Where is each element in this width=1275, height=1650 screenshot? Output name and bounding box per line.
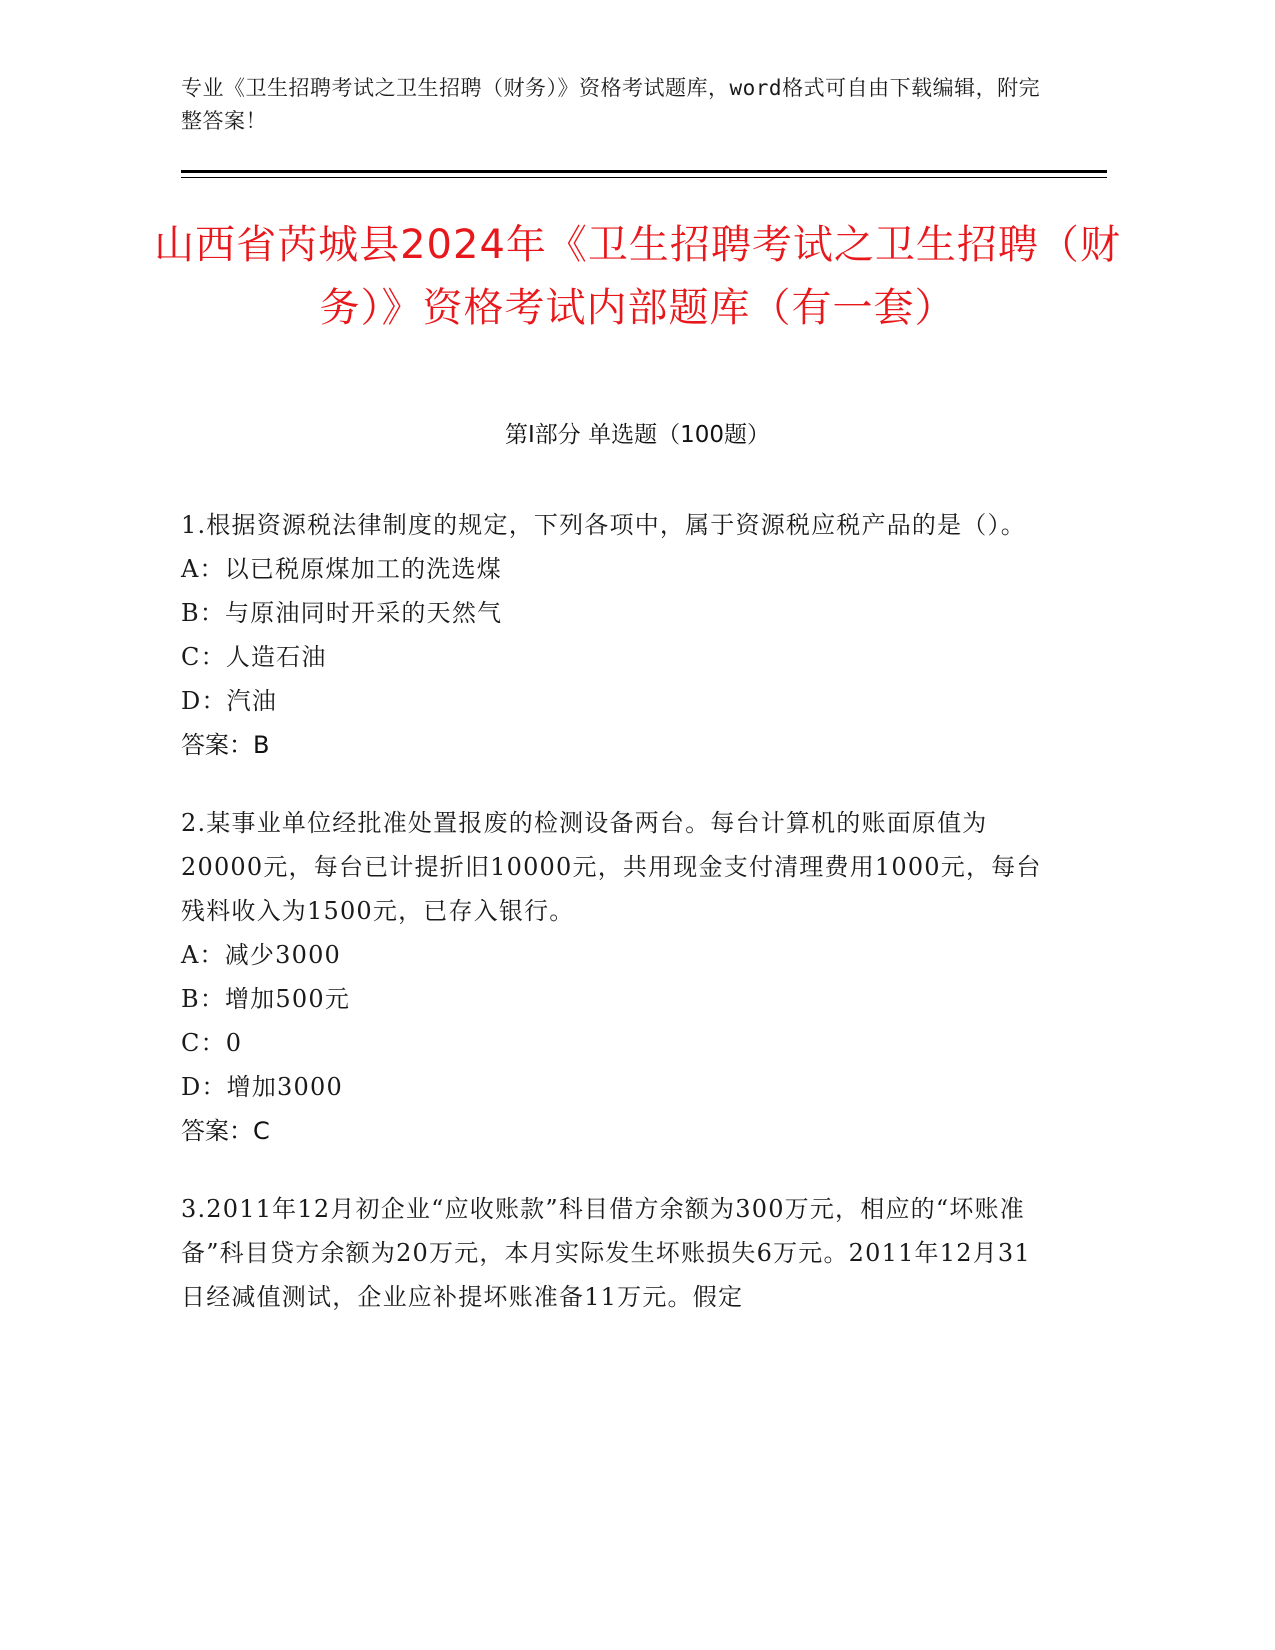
question-stem: 2.某事业单位经批准处置报废的检测设备两台。每台计算机的账面原值为20000元，每台已计提折旧10000元，共用现金支付清理费用1000元，每台残料收入为1500元，已存入银行。 [181, 809, 1042, 925]
header-rule-thick [181, 170, 1107, 173]
option-d: D：汽油 [181, 687, 278, 715]
section-heading: 第I部分 单选题（100题） [505, 422, 770, 448]
question-list [181, 503, 1051, 1353]
option-c: C：0 [181, 1029, 243, 1057]
document-title: 山西省芮城县2024年《卫生招聘考试之卫生招聘（财务）》资格考试内部题库（有一套） [154, 222, 1121, 331]
option-a: A：以已税原煤加工的洗选煤 [181, 555, 502, 583]
question-stem: 1.根据资源税法律制度的规定，下列各项中，属于资源税应税产品的是（）。 [181, 511, 1026, 539]
question-3 [181, 1187, 1051, 1319]
option-a: A：减少3000 [181, 941, 342, 969]
answer: 答案：B [181, 731, 270, 759]
question-2 [181, 801, 1051, 1153]
answer: 答案：C [181, 1117, 270, 1145]
option-d: D：增加3000 [181, 1073, 343, 1101]
header-note: 专业《卫生招聘考试之卫生招聘（财务）》资格考试题库，word格式可自由下载编辑，附完整答案！ [181, 76, 1041, 133]
question-1 [181, 503, 1051, 767]
question-stem: 3.2011年12月初企业“应收账款”科目借方余额为300万元，相应的“坏账准备”科目贷方余额为20万元，本月实际发生坏账损失6万元。2011年12月31日经减值测试，企业应补提坏账准备11万元。假定 [181, 1195, 1031, 1311]
header-rule-thin [181, 177, 1107, 178]
option-b: B：增加500元 [181, 985, 351, 1013]
option-c: C：人造石油 [181, 643, 327, 671]
option-b: B：与原油同时开采的天然气 [181, 599, 503, 627]
